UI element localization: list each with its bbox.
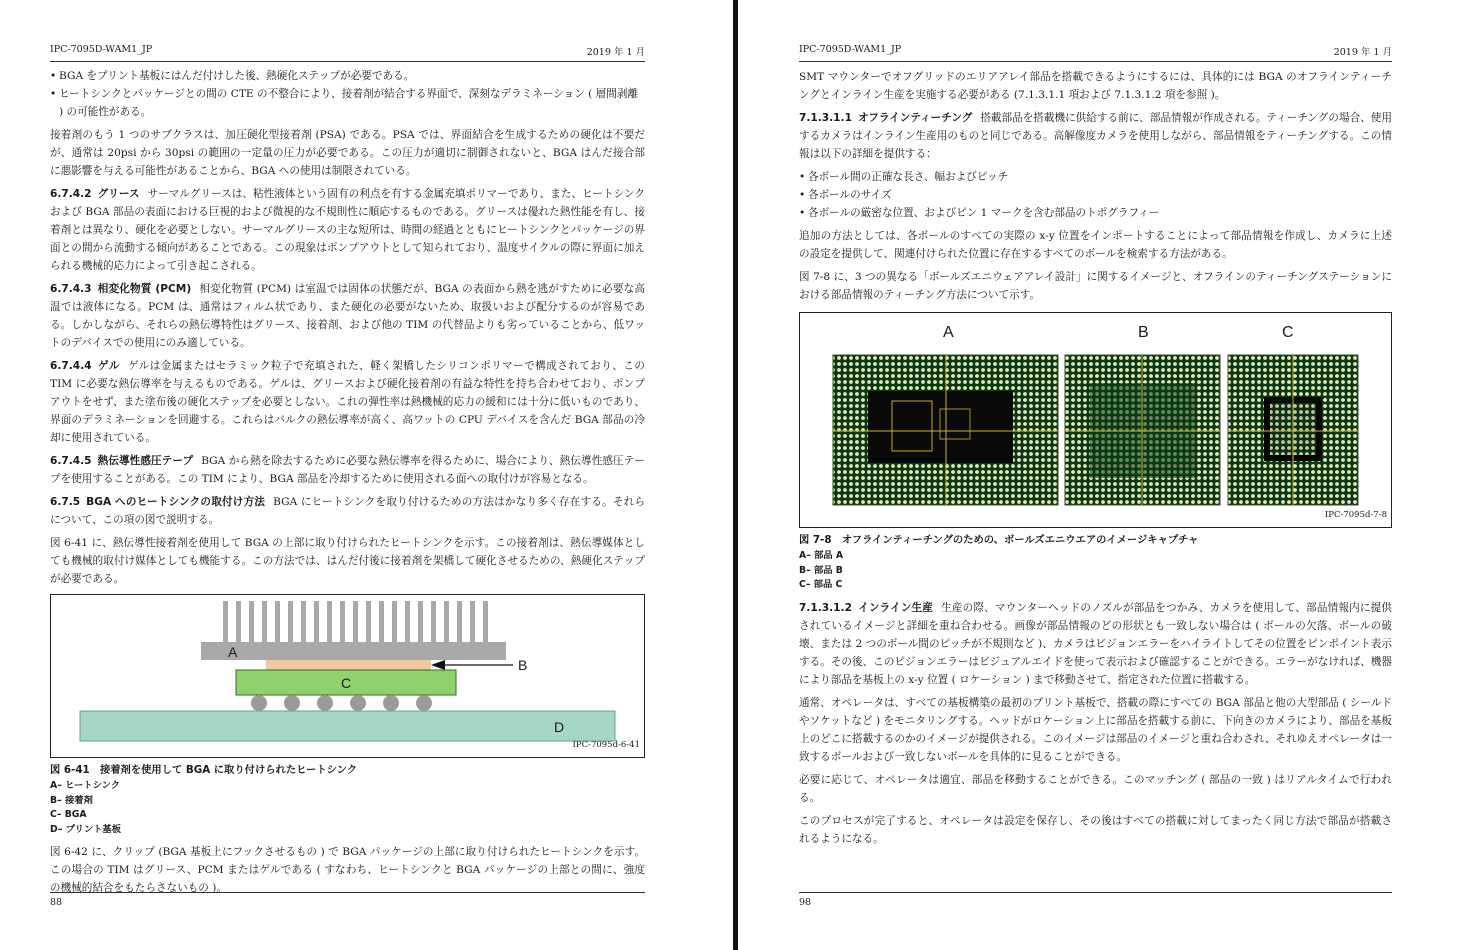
caption-item: C– 部品 C [799,579,843,590]
paragraph-additional-method: 追加の方法としては、各ボールのすべての実際の x-y 位置をインポートすることによって部品情報を作成し、カメラに上述の設定を提供して、関連付けられた位置に存在するすべてのボールを検索する方法がある。 [799,230,1392,260]
list-item: • BGA をプリント基板にはんだ付けした後、熱硬化ステップが必要である。 [50,67,645,85]
section-6-7-4-3 [50,280,645,352]
paragraph-adjust: 必要に応じて、オペレータは適宜、部品を移動することができる。このマッチング ( 部品の一致 ) はリアルタイムで行われる。 [799,773,1392,804]
section-text: ゲルは金属またはセラミック粒子で充填された、軽く架橋したシリコンポリマーで構成されており、この TIM に必要な熱伝導率を与えるものである。ゲルは、グリースおよび硬化接着剤の有益な特性を持ち合わせており、ポンプアウトをせず、また塗布後の硬化ステップを必要としない。これの弾性率は熱機械的応力の緩和には十分に低いものであり、界面のデラミネーションを回避する。これらはバルクの熱伝導率が高く、高ワットの CPU デバイスを含んだ BGA 部品の冷却に使用されている。 [50,360,645,444]
paragraph-fig-6-41-ref: 図 6-41 に、熱伝導性接着剤を使用して BGA の上部に取り付けられたヒートシンクを示す。この接着剤は、熱伝導媒体としても機械的取付け媒体としても機能する。この方法では、はんだ付後に接着剤を架橋して硬化させるための、熱硬化ステップが必要である。 [50,537,645,585]
page-header [50,44,645,58]
list-item: • 各ボール間の正確な長さ、幅およびピッチ [799,168,1392,186]
list-item: • 各ボールのサイズ [799,186,1392,204]
section-7-1-3-1-2 [799,599,1392,689]
section-6-7-4-2 [50,185,645,275]
caption-item: A– 部品 A [799,550,844,561]
left-page [50,0,645,950]
section-text: 相変化物質 (PCM) は室温では固体の状態だが、BGA の表面から熱を逃がすために必要な高温では液体になる。PCM は、通常はフィルム状であり、また硬化の必要がないため、取扱いおよび配分するのが容易である。しかしながら、それらの熱伝導特性はグリース、接着剤、および他の TIM の代替品よりも劣っていることから、低ワットのデバイスでの使用にのみ適している。 [50,283,646,349]
figure-id-tag: IPC-7095d-6-41 [572,740,640,750]
section-7-1-3-1-1 [799,109,1392,163]
section-number: 6.7.4.4 [50,360,92,372]
header-rule [799,61,1392,62]
section-title: ゲル [97,360,120,372]
bullet-list [50,67,645,121]
list-item: • 各ボールの厳密な位置、およびピン 1 マークを含む部品のトポグラフィー [799,204,1392,222]
paragraph-fig-7-8-ref: 図 7-8 に、3 つの異なる「ボールズエニウェアアレイ設計」に関するイメージと、オフラインのティーチングステーションにおける部品情報のティーチング方法について示す。 [799,271,1392,301]
section-text: BGA にヒートシンクを取り付けるための方法はかなり多く存在する。それらについて、この項の図で説明する。 [50,496,645,526]
image-label-a: A [943,324,954,341]
page-header [799,44,1392,58]
figure-6-41 [50,594,645,758]
header-doc-id: IPC-7095D-WAM1_JP [50,44,153,55]
section-title: 相変化物質 (PCM) [97,283,192,295]
section-text: 搭載部品を搭載機に供給する前に、部品情報が作成される。ティーチングの場合、使用するカメラはインライン生産用のものと同じである。高解像度カメラを使用しながら、部品情報をティーチングする。この情報は以下の詳細を提供する： [799,112,1392,160]
page-number: 88 [50,897,63,908]
bga-images [800,313,1391,527]
pcb-board [80,711,615,741]
bga-image-a [833,355,1058,505]
paragraph-fig-6-42-ref: 図 6-42 に、クリップ (BGA 基板上にフックさせるもの ) で BGA パッケージの上部に取り付けられたヒートシンクを示す。この場合の TIM はグリース、PCM またはゲルである ( すなわち、ヒートシンクと BGA パッケージの上部との間に、強度の機械的結合をもたらさないもの )。 [50,846,645,894]
paragraph-intro: SMT マウンターでオフグリッドのエリアアレイ部品を搭載できるようにするには、具体的には BGA のオフラインティーチングとインライン生産を実施する必要がある (7.1.3.1.1 項および 7.1.3.1.2 項を参照 )。 [799,71,1392,101]
solder-balls [251,695,432,711]
section-number: 7.1.3.1.1 [799,112,852,124]
label-c: C [341,675,352,691]
caption-item: B– 部品 B [799,564,843,576]
image-label-b: B [1138,324,1149,341]
section-text: 生産の際、マウンターヘッドのノズルが部品をつかみ、カメラを使用して、部品情報内に提供されているイメージと詳細を重ね合わせる。画像が部品情報のどの形状とも一致しない場合は ( ボールの欠落、ボールの破壊、または 2 つのボール間のピッチが不規則など )、カメラはビジョンエラーをハイライトしてその位置をピンポイント表示する。その後、このビジョンエラーはビジュアルエイドを使って表示および確認することができる。エラーがなければ、機器により部品を基板上の x-y 位置 ( ロケーション ) まで移動させて、指定された位置に搭載する。 [799,601,1392,686]
section-6-7-5 [50,493,645,529]
figure-7-8 [799,312,1392,528]
header-date: 2019 年 1 月 [1333,47,1392,58]
paragraph-complete: このプロセスが完了すると、オペレータは設定を保存し、その後はすべての搭載に対してまったく同じ方法で部品が搭載されるようになる。 [799,814,1392,845]
caption-item: B– 接着剤 [50,794,93,806]
bga-image-c [1228,355,1358,505]
bullet-list [799,168,1392,222]
right-body [799,68,1392,853]
header-doc-id: IPC-7095D-WAM1_JP [799,44,902,55]
section-title: オフラインティーチング [857,112,973,124]
page-divider [733,0,738,950]
footer-rule [799,892,1392,893]
figure-id-tag: IPC-7095d-7-8 [1324,510,1387,520]
adhesive-layer [266,660,431,670]
caption-item: C– BGA [50,809,87,820]
bga-image-b [1065,355,1220,505]
header-date: 2019 年 1 月 [586,47,645,58]
image-label-c: C [1282,324,1294,341]
section-title: BGA へのヒートシンクの取付け方法 [86,496,266,508]
caption-item: D– プリント基板 [50,823,122,835]
section-number: 6.7.4.2 [50,188,92,200]
left-body [50,67,645,902]
section-number: 7.1.3.1.2 [799,601,852,614]
section-number: 6.7.5 [50,496,81,508]
heatsink-base [201,642,506,660]
header-rule [50,61,645,62]
label-b-arrowhead [431,660,445,670]
paragraph-psa: 接着剤のもう 1 つのサブクラスは、加圧硬化型接着剤 (PSA) である。PSA では、界面結合を生成するための硬化は不要だが、通常は 20psi から 30psi の範囲の一定量の圧力が必要である。この圧力が適切に制御されないと、BGA はんだ接合部に悪影響を与える可能性があることから、BGA への使用は制限されている。 [50,129,645,177]
section-text: サーマルグリースは、粘性液体という固有の利点を有する金属充填ポリマーであり、また、ヒートシンクおよび BGA 部品の表面における巨視的および微視的な不規則性に順応するものである。グリースは優れた熱性能を有し、接着剤とは異なり、硬化を必要としない。サーマルグリースの主な短所は、時間の経過とともにヒートシンクとパッケージの界面との間から流動する傾向があることである。この現象はポンプアウトとして知られており、温度サイクルの際に界面に加えられる機械的応力によって引き起こされる。 [50,188,645,272]
footer-rule [50,892,645,893]
figure-caption: 図 6-41 接着剤を使用して BGA に取り付けられたヒートシンク [50,764,358,776]
label-d: D [554,719,565,735]
section-number: 6.7.4.3 [50,283,92,295]
label-b: B [518,657,528,673]
section-number: 6.7.4.5 [50,455,92,467]
section-title: インライン生産 [857,601,934,614]
section-title: グリース [97,188,140,200]
heatsink-fins [223,601,488,643]
page-number: 98 [799,897,812,908]
section-6-7-4-5 [50,452,645,488]
right-page [799,0,1392,950]
caption-item: A– ヒートシンク [50,780,121,791]
paragraph-operator: 通常、オペレータは、すべての基板構築の最初のプリント基板で、搭載の際にすべての BGA 部品と他の大型部品 ( シールドやソケットなど ) をモニタリングする。ヘッドがロケーション上に部品を搭載する前に、下向きのカメラにより、部品を基板上のどこに搭載するのかのイメージが提供される。このイメージは部品のイメージと重ね合わされ、それゆえオペレータは一致するボールおよび一致しないボールを具体的に見ることができる。 [799,696,1392,763]
section-6-7-4-4 [50,357,645,447]
list-item: • ヒートシンクとパッケージとの間の CTE の不整合により、接着剤が結合する界面で、深刻なデラミネーション ( 層間剥離 ) の可能性がある。 [50,85,645,121]
label-a: A [228,644,238,660]
section-title: 熱伝導性感圧テープ [97,455,194,467]
section-text: BGA から熱を除去するために必要な熱伝導率を得るために、場合により、熱伝導性感圧テープを使用することがある。この TIM により、BGA 部品を冷却するために使用される面への取付けが容易となる。 [50,455,645,485]
figure-caption: 図 7-8 オフラインティーチングのための、ボールズエニウエアのイメージキャプチャ [799,534,1199,546]
